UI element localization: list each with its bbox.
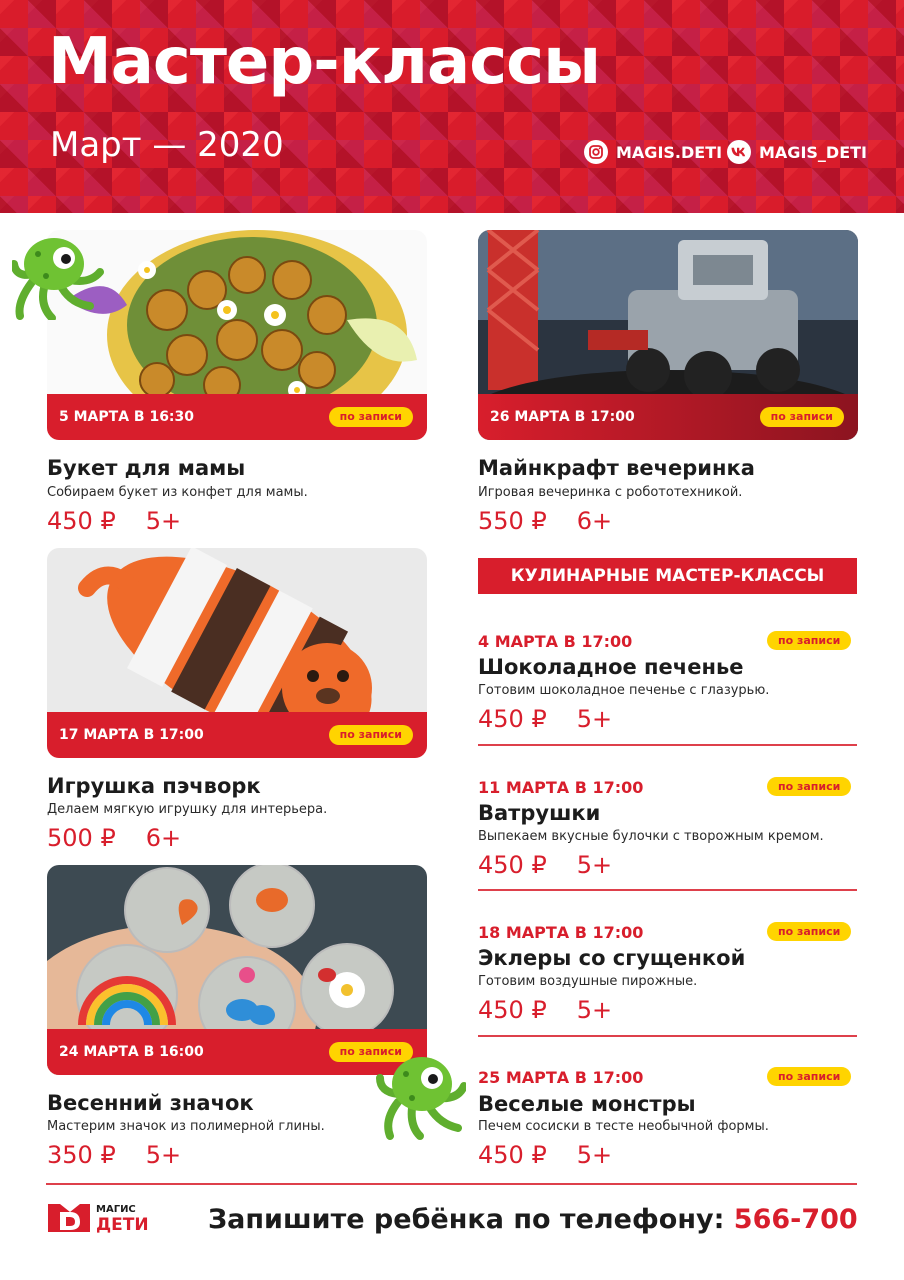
culinary-date: 4 МАРТА В 17:00 (478, 632, 633, 651)
class-date: 26 МАРТА В 17:00 (490, 409, 635, 425)
culinary-title: Веселые монстры (478, 1092, 696, 1116)
culinary-date: 25 МАРТА В 17:00 (478, 1068, 644, 1087)
signup-badge[interactable]: по записи (329, 407, 413, 426)
culinary-title: Эклеры со сгущенкой (478, 946, 746, 970)
instagram-link[interactable] (584, 140, 722, 164)
signup-badge[interactable]: по записи (329, 1042, 413, 1061)
culinary-price: 450 ₽ (478, 996, 547, 1024)
culinary-date: 18 МАРТА В 17:00 (478, 923, 644, 942)
class-card-minecraft[interactable] (478, 230, 858, 440)
class-date: 5 МАРТА В 16:30 (59, 409, 195, 425)
signup-badge[interactable]: по записи (767, 631, 851, 650)
logo-text-top: МАГИС (96, 1204, 136, 1215)
signup-badge[interactable]: по записи (767, 922, 851, 941)
class-age: 6+ (576, 507, 613, 535)
class-price: 450 ₽ (47, 507, 116, 535)
phone-number[interactable]: 566-700 (733, 1204, 858, 1235)
culinary-title: Ватрушки (478, 801, 601, 825)
culinary-desc: Печем сосиски в тесте необычной формы. (478, 1119, 769, 1134)
card-band (47, 394, 427, 440)
octopus-mascot-icon (376, 1050, 466, 1140)
class-price: 500 ₽ (47, 824, 116, 852)
culinary-age: 5+ (576, 1141, 613, 1169)
class-card-patchwork[interactable] (47, 548, 427, 758)
culinary-age: 5+ (576, 996, 613, 1024)
divider (478, 1035, 857, 1037)
class-title: Майнкрафт вечеринка (478, 456, 755, 480)
vk-icon (727, 140, 751, 164)
card-band (478, 394, 858, 440)
class-price: 350 ₽ (47, 1141, 116, 1169)
class-desc: Игровая вечеринка с робототехникой. (478, 485, 743, 500)
culinary-price: 450 ₽ (478, 851, 547, 879)
divider (478, 889, 857, 891)
class-title: Букет для мамы (47, 456, 246, 480)
footer-text: Запишите ребёнка по телефону: (208, 1204, 734, 1235)
instagram-handle: MAGIS.DETI (616, 142, 723, 162)
culinary-age: 5+ (576, 705, 613, 733)
culinary-age: 5+ (576, 851, 613, 879)
culinary-price: 450 ₽ (478, 705, 547, 733)
logo-text-bottom: ДЕТИ (96, 1215, 149, 1235)
price-row (47, 826, 181, 850)
class-date: 24 МАРТА В 16:00 (59, 1044, 204, 1060)
class-desc: Мастерим значок из полимерной глины. (47, 1119, 325, 1134)
header-banner (0, 0, 904, 213)
price-row (478, 1143, 612, 1167)
instagram-icon (584, 140, 608, 164)
class-desc: Собираем букет из конфет для мамы. (47, 485, 308, 500)
class-age: 5+ (145, 507, 182, 535)
class-age: 5+ (145, 1141, 182, 1169)
class-price: 550 ₽ (478, 507, 547, 535)
culinary-title: Шоколадное печенье (478, 655, 744, 679)
culinary-desc: Готовим воздушные пирожные. (478, 974, 698, 989)
culinary-price: 450 ₽ (478, 1141, 547, 1169)
price-row (478, 707, 612, 731)
price-row (478, 853, 612, 877)
culinary-date: 11 МАРТА В 17:00 (478, 778, 644, 797)
card-band (47, 1029, 427, 1075)
class-desc: Делаем мягкую игрушку для интерьера. (47, 802, 328, 817)
divider (478, 744, 857, 746)
signup-badge[interactable]: по записи (329, 725, 413, 744)
magis-deti-logo[interactable] (46, 1196, 176, 1236)
vk-link[interactable] (727, 140, 867, 164)
class-age: 6+ (145, 824, 182, 852)
class-card-spring-badge[interactable] (47, 865, 427, 1075)
class-date: 17 МАРТА В 17:00 (59, 727, 204, 743)
culinary-desc: Выпекаем вкусные булочки с творожным кремом. (478, 829, 824, 844)
card-band (47, 712, 427, 758)
culinary-heading: КУЛИНАРНЫЕ МАСТЕР-КЛАССЫ (478, 558, 857, 594)
class-card-bouquet[interactable] (47, 230, 427, 440)
vk-handle: MAGIS_DETI (759, 142, 867, 162)
culinary-desc: Готовим шоколадное печенье с глазурью. (478, 683, 770, 698)
octopus-mascot-icon (12, 232, 104, 320)
class-title: Игрушка пэчворк (47, 774, 261, 798)
signup-badge[interactable]: по записи (767, 1067, 851, 1086)
class-title: Весенний значок (47, 1091, 254, 1115)
page-subtitle: Март — 2020 (50, 125, 284, 165)
page-title: Мастер-классы (48, 25, 600, 99)
price-row (478, 998, 612, 1022)
signup-badge[interactable]: по записи (760, 407, 844, 426)
price-row (47, 1143, 181, 1167)
footer-divider (46, 1183, 857, 1185)
footer-callout (208, 1206, 858, 1233)
signup-badge[interactable]: по записи (767, 777, 851, 796)
price-row (478, 509, 612, 533)
price-row (47, 509, 181, 533)
